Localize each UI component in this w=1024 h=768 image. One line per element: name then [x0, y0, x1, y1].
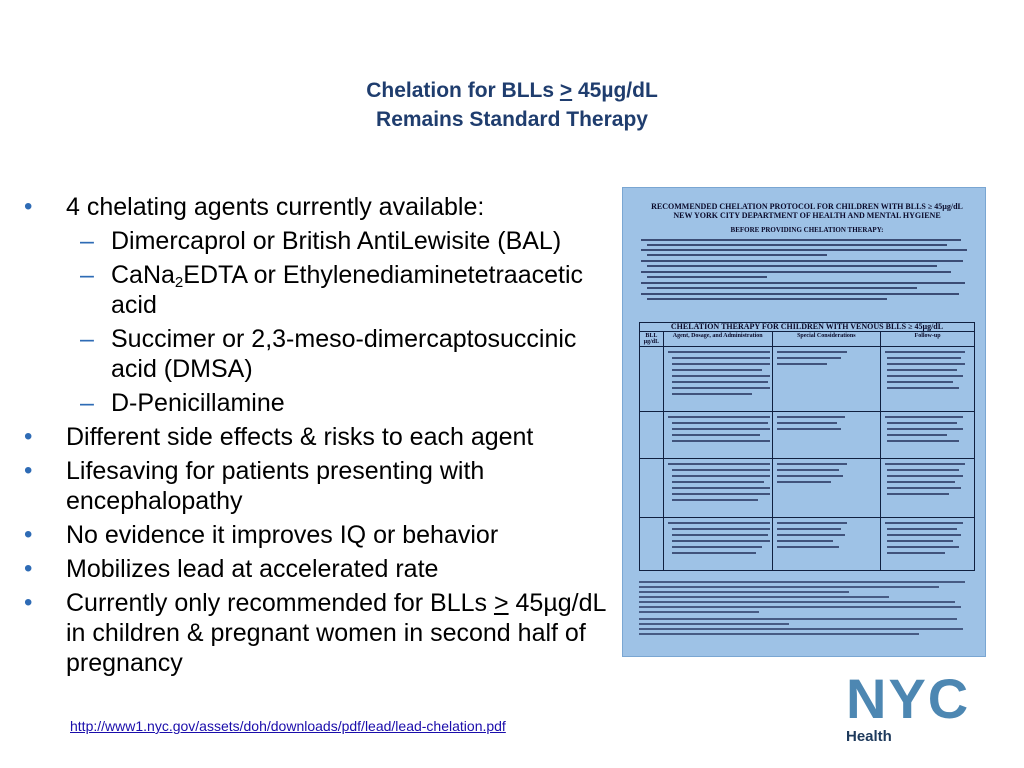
cell-text-lines [666, 519, 770, 565]
document-heading: RECOMMENDED CHELATION PROTOCOL FOR CHILDREN WITH BLLS ≥ 45µg/dL NEW YORK CITY DEPARTMENT OF HEALTH AND MENTAL HYGIENE [651, 202, 963, 220]
dash-marker: – [80, 325, 94, 353]
nyc-health-logo [846, 667, 1002, 750]
title-line-1: Chelation for BLLs > 45µg/dL [366, 79, 658, 102]
title-line-2: Remains Standard Therapy [376, 108, 648, 131]
col-agent: Agent, Dosage, and Administration [663, 332, 772, 347]
cell-text-lines [883, 348, 972, 406]
cell-text-lines [666, 348, 770, 406]
sub-bullet-bal: – Dimercaprol or British AntiLewisite (BAL) [80, 227, 562, 255]
cell-text-lines [666, 460, 770, 512]
document-text-lines [639, 237, 975, 313]
table-row [640, 518, 975, 571]
dash-marker: – [80, 389, 94, 417]
cell-text-lines [775, 460, 878, 496]
cell-text-lines [883, 413, 972, 453]
col-bll: BLL µg/dL [640, 332, 664, 347]
sub-bullet-penicillamine: – D-Penicillamine [80, 389, 285, 417]
slide-title [0, 76, 1024, 134]
source-link[interactable]: http://www1.nyc.gov/assets/doh/downloads/pdf/lead/lead-chelation.pdf [70, 718, 506, 734]
logo-subtitle: Health [846, 728, 892, 745]
bullet-list [24, 192, 609, 682]
bullet-lifesaving: • Lifesaving for patients presenting with encephalopathy [24, 456, 609, 516]
greater-than-or-equal-symbol: > [493, 589, 509, 617]
document-subheading: BEFORE PROVIDING CHELATION THERAPY: [730, 226, 884, 234]
col-followup: Follow-up [881, 332, 975, 347]
chelation-protocol-document-image [622, 187, 986, 657]
logo-wordmark: NYC [846, 667, 971, 730]
bullet-agents: • 4 chelating agents currently available: [24, 192, 609, 222]
cell-text-lines [666, 413, 770, 453]
cell-text-lines [775, 519, 878, 559]
cell-text-lines [883, 460, 972, 512]
bullet-mobilizes: • Mobilizes lead at accelerated rate [24, 554, 609, 584]
dash-marker: – [80, 261, 94, 289]
document-body-text [639, 237, 975, 316]
table-title: CHELATION THERAPY FOR CHILDREN WITH VENOUS BLLS ≥ 45µg/dL [640, 323, 975, 332]
greater-than-or-equal-symbol: > [559, 79, 573, 102]
table-row [640, 347, 975, 412]
footnote-text-lines [639, 579, 975, 649]
table-row [640, 412, 975, 459]
sub-bullet-dmsa: – Succimer or 2,3-meso-dimercaptosuccinic acid (DMSA) [80, 325, 577, 383]
sub-bullet-edta: – CaNa$_2$EDTA or Ethylenediaminetetraacetic acid [80, 261, 583, 319]
bullet-side-effects: • Different side effects & risks to each agent [24, 422, 609, 452]
col-special: Special Considerations [772, 332, 880, 347]
bullet-no-evidence: • No evidence it improves IQ or behavior [24, 520, 609, 550]
cell-text-lines [775, 413, 878, 443]
document-footnotes [639, 579, 975, 652]
table-row [640, 459, 975, 518]
cell-text-lines [883, 519, 972, 565]
dash-marker: – [80, 227, 94, 255]
cell-text-lines [775, 348, 878, 388]
chelation-therapy-table [639, 322, 975, 571]
bullet-recommended: • Currently only recommended for BLLs > 45µg/dL in children & pregnant women in second half of pregnancy [24, 588, 609, 678]
